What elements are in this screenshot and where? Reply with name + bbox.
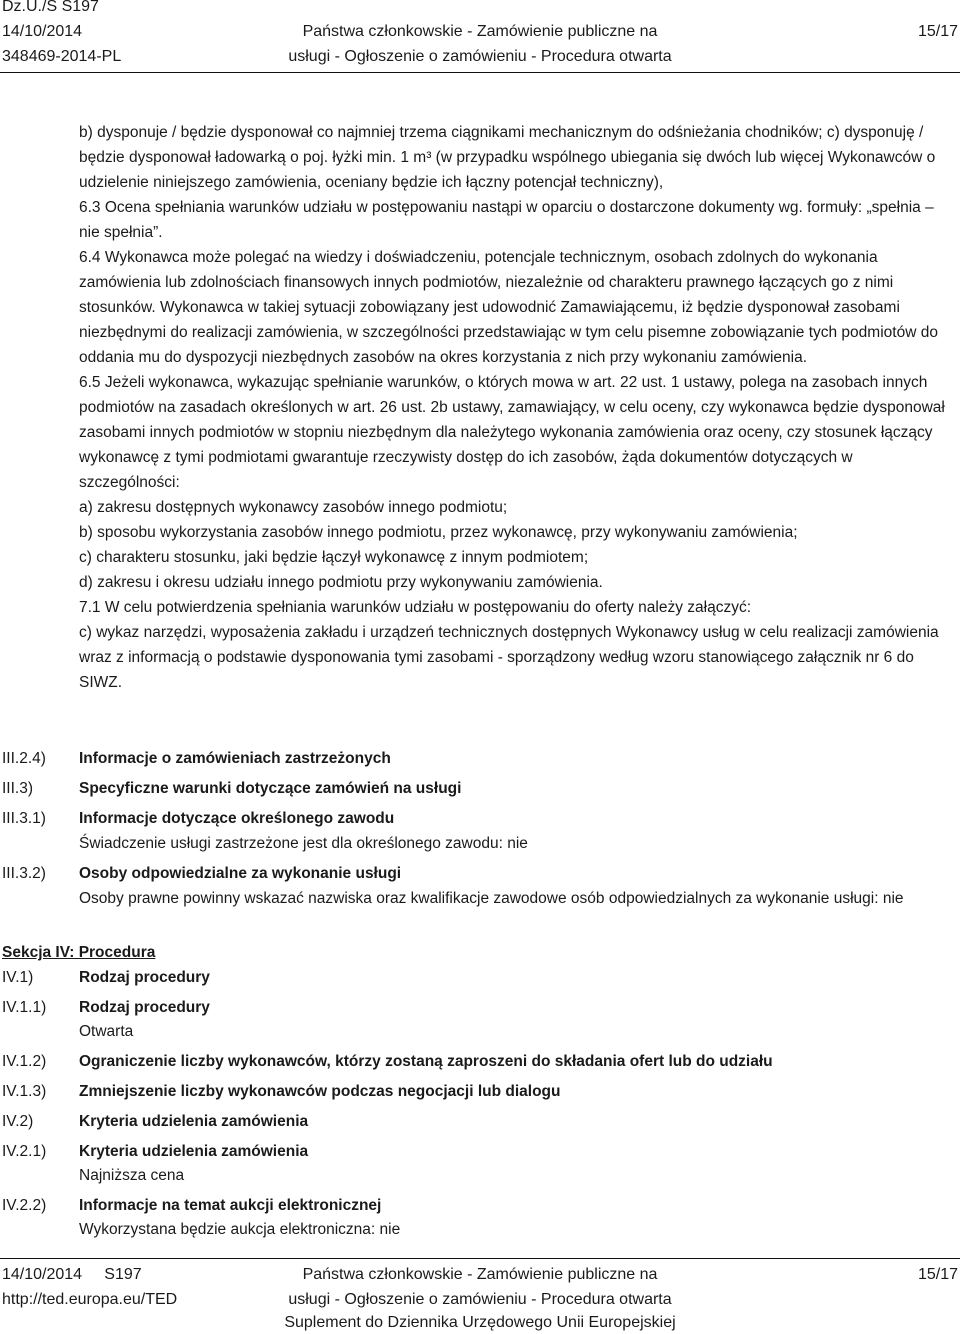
section-title: Informacje o zamówieniach zastrzeżonych <box>79 750 391 767</box>
header-title-line2: usługi - Ogłoszenie o zamówieniu - Procedura otwarta <box>288 48 672 65</box>
paragraph: 6.3 Ocena spełniania warunków udziału w postępowaniu nastąpi w oparciu o dostarczone dokumenty wg. formuły: „spełnia – nie spełnia”. <box>79 199 934 241</box>
section-title: Informacje dotyczące określonego zawodu <box>79 810 395 827</box>
footer-page-number: 15/17 <box>917 1266 958 1283</box>
section-number: IV.1.2) <box>2 1053 47 1070</box>
section-title: Osoby odpowiedzialne za wykonanie usługi <box>79 865 402 882</box>
section-title: Specyficzne warunki dotyczące zamówień na usługi <box>79 780 462 797</box>
section-title: Rodzaj procedury <box>79 969 210 986</box>
journal-ref: Dz.U./S S197 <box>2 0 99 15</box>
section-title: Informacje na temat aukcji elektronicznej <box>79 1197 382 1214</box>
section-text: Świadczenie usługi zastrzeżone jest dla określonego zawodu: nie <box>79 835 528 852</box>
section-text: Najniższa cena <box>79 1167 185 1184</box>
footer-supplement: Suplement do Dziennika Urzędowego Unii Europejskiej <box>284 1314 676 1331</box>
header-title-line1: Państwa członkowskie - Zamówienie publiczne na <box>302 23 658 40</box>
section-number: IV.1.3) <box>2 1083 47 1100</box>
footer-title-line2: usługi - Ogłoszenie o zamówieniu - Procedura otwarta <box>288 1291 672 1308</box>
paragraph: 7.1 W celu potwierdzenia spełniania warunków udziału w postępowaniu do oferty należy załączyć: <box>79 599 752 616</box>
footer-date: 14/10/2014 S197 <box>2 1266 142 1283</box>
section-number: III.2.4) <box>2 750 46 767</box>
section-number: III.3.1) <box>2 810 46 827</box>
section-text: Wykorzystana będzie aukcja elektroniczna: nie <box>79 1221 401 1238</box>
header-page-number: 15/17 <box>917 23 958 40</box>
section-title: Ograniczenie liczby wykonawców, którzy zostaną zaproszeni do składania ofert lub do udziału <box>79 1053 773 1070</box>
paragraph: b) dysponuje / będzie dysponował co najmniej trzema ciągnikami mechanicznym do odśnieżania chodników; c) dysponuję / będzie dysponował ładowarką o poj. łyżki min. 1 m³ (w przypadku wspólnego ubiegania się dwóch lub więcej Wykonawców o udzielenie niniejszego zamówienia, oceniany będzie ich łączny potencjał techniczny), <box>79 124 936 191</box>
section-number: IV.2) <box>2 1113 34 1130</box>
paragraph: d) zakresu i okresu udziału innego podmiotu przy wykonywaniu zamówienia. <box>79 574 603 591</box>
paragraph: c) charakteru stosunku, jaki będzie łączył wykonawcę z innym podmiotem; <box>79 549 589 566</box>
header-divider <box>0 72 960 73</box>
paragraph: b) sposobu wykorzystania zasobów innego podmiotu, przez wykonawcę, przy wykonywaniu zamówienia; <box>79 524 798 541</box>
section-heading: Sekcja IV: Procedura <box>2 944 156 961</box>
notice-number: 348469-2014-PL <box>2 48 122 65</box>
section-title: Zmniejszenie liczby wykonawców podczas negocjacji lub dialogu <box>79 1083 561 1100</box>
paragraph: 6.4 Wykonawca może polegać na wiedzy i doświadczeniu, potencjale technicznym, osobach zdolnych do wykonania zamówienia lub zdolnościach finansowych innych podmiotów, niezależnie od charakteru prawnego łączących go z nimi stosunków. Wykonawca w takiej sytuacji zobowiązany jest udowodnić Zamawiającemu, iż będzie dysponował zasobami niezbędnymi do realizacji zamówienia, w szczególności przedstawiając w tym celu pisemne zobowiązanie tych podmiotów do oddania mu do dyspozycji niezbędnych zasobów na okres korzystania z nich przy wykonaniu zamówienia. <box>79 249 938 366</box>
ted-link[interactable]: http://ted.europa.eu/TED <box>2 1291 178 1308</box>
paragraph: 6.5 Jeżeli wykonawca, wykazując spełnianie warunków, o których mowa w art. 22 ust. 1 ustawy, polega na zasobach innych podmiotów na zasadach określonych w art. 26 ust. 2b ustawy, zamawiający, w celu oceny, czy wykonawca będzie dysponował zasobami innych podmiotów w stopniu niezbędnym dla należytego wykonania zamówienia oraz oceny, czy stosunek łączący wykonawcę z tymi podmiotami gwarantuje rzeczywisty dostęp do ich zasobów, żąda dokumentów dotyczących w szczególności: <box>79 374 945 491</box>
section-text: Osoby prawne powinny wskazać nazwiska oraz kwalifikacje zawodowe osób odpowiedzialnych za wykonanie usługi: nie <box>79 890 904 907</box>
section-number: IV.1) <box>2 969 34 986</box>
section-text: Otwarta <box>79 1023 134 1040</box>
header-date: 14/10/2014 <box>2 23 83 40</box>
section-number: III.3) <box>2 780 34 797</box>
section-number: IV.1.1) <box>2 999 47 1016</box>
footer-title-line1: Państwa członkowskie - Zamówienie publiczne na <box>302 1266 658 1283</box>
footer-divider <box>0 1258 960 1259</box>
section-number: IV.2.1) <box>2 1143 47 1160</box>
section-number: IV.2.2) <box>2 1197 47 1214</box>
paragraph: a) zakresu dostępnych wykonawcy zasobów innego podmiotu; <box>79 499 508 516</box>
section-title: Kryteria udzielenia zamówienia <box>79 1113 309 1130</box>
section-number: III.3.2) <box>2 865 46 882</box>
section-title: Rodzaj procedury <box>79 999 210 1016</box>
section-title: Kryteria udzielenia zamówienia <box>79 1143 309 1160</box>
body-text <box>79 120 957 695</box>
paragraph: c) wykaz narzędzi, wyposażenia zakładu i urządzeń technicznych dostępnych Wykonawcy usług w celu realizacji zamówienia wraz z informacją o podstawie dysponowania tymi zasobami - sporządzony według wzoru stanowiącego załącznik nr 6 do SIWZ. <box>79 624 939 691</box>
